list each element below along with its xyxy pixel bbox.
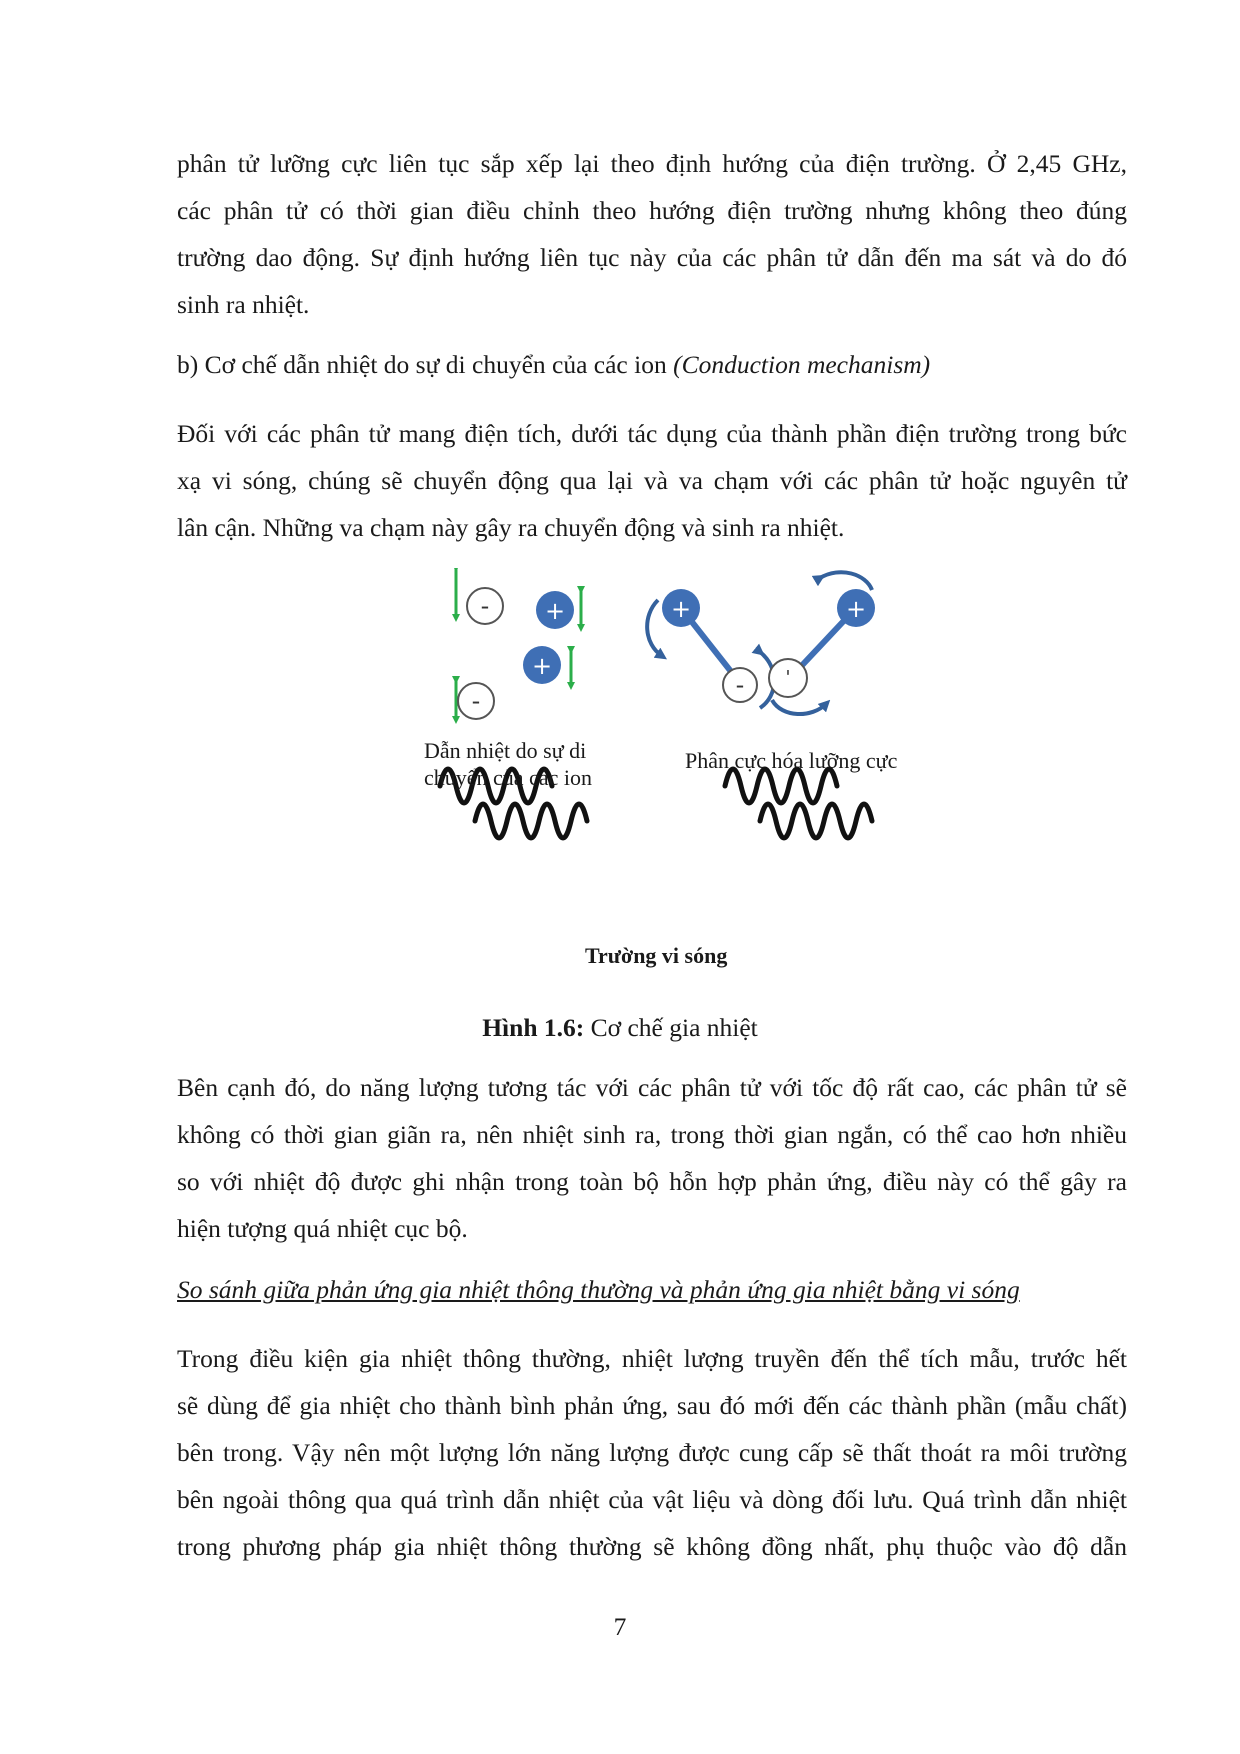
positive-ion bbox=[536, 591, 574, 629]
paragraph-conventional-heating bbox=[177, 1335, 1127, 1570]
caption-text: Cơ chế gia nhiệt bbox=[584, 1013, 758, 1042]
heating-mechanism-figure bbox=[420, 568, 980, 988]
svg-text:+: + bbox=[845, 595, 867, 623]
text-line: hiện tượng quá nhiệt cục bộ. bbox=[177, 1214, 468, 1243]
positive-ion bbox=[523, 646, 561, 684]
svg-text:': ' bbox=[785, 667, 791, 688]
paragraph-local-overheating bbox=[177, 1064, 1127, 1252]
rotation-arrow-icon bbox=[647, 600, 662, 656]
text-line: bên ngoài thông qua quá trình dẫn nhiệt của vật liệu và dòng đối lưu. Quá trình dẫn nhiệt bbox=[177, 1485, 1127, 1514]
text-line: không có thời gian giãn ra, nên nhiệt sinh ra, trong thời gian ngắn, có thể cao hơn nhiều bbox=[177, 1120, 1127, 1149]
text-line: Đối với các phân tử mang điện tích, dưới tác dụng của thành phần điện trường trong bức bbox=[177, 419, 1127, 448]
caption-number: Hình 1.6: bbox=[482, 1013, 585, 1042]
paragraph-conduction bbox=[177, 410, 1127, 551]
negative-ion bbox=[458, 683, 494, 719]
svg-text:+: + bbox=[531, 652, 553, 680]
svg-text:+: + bbox=[670, 595, 692, 623]
comparison-subtitle: So sánh giữa phản ứng gia nhiệt thông thường và phản ứng gia nhiệt bằng vi sóng bbox=[177, 1275, 1020, 1304]
text-line: phân tử lưỡng cực liên tục sắp xếp lại theo định hướng của điện trường. Ở 2,45 GHz, bbox=[177, 149, 1127, 178]
label-ion-conduction-line-1: Dẫn nhiệt do sự di bbox=[424, 738, 587, 763]
heading-text: b) Cơ chế dẫn nhiệt do sự di chuyển của các ion bbox=[177, 350, 674, 379]
text-line: xạ vi sóng, chúng sẽ chuyển động qua lại và va chạm với các phân tử hoặc nguyên tử bbox=[177, 466, 1127, 495]
rotation-arrow-icon bbox=[820, 572, 872, 590]
page-number: 7 bbox=[613, 1612, 627, 1641]
dipole-molecule bbox=[769, 572, 875, 714]
paragraph-dipole-continuation bbox=[177, 140, 1127, 328]
microwave-wave-icon bbox=[725, 769, 872, 838]
text-line: so với nhiệt độ được ghi nhận trong toàn bộ hỗn hợp phản ứng, điều này có thể gây ra bbox=[177, 1167, 1127, 1196]
svg-text:-: - bbox=[735, 671, 745, 699]
svg-text:-: - bbox=[471, 687, 481, 715]
label-ion-conduction-line-2: chuyển của các ion bbox=[424, 765, 592, 790]
heading-italic-term: (Conduction mechanism) bbox=[673, 350, 931, 379]
dipole-molecule bbox=[647, 589, 774, 708]
svg-text:-: - bbox=[480, 592, 490, 620]
figure-caption bbox=[0, 1013, 1240, 1043]
rotation-arrow-icon bbox=[772, 700, 826, 714]
text-line: các phân tử có thời gian điều chỉnh theo hướng điện trường nhưng không theo đúng bbox=[177, 196, 1127, 225]
text-line: bên trong. Vậy nên một lượng lớn năng lượng được cung cấp sẽ thất thoát ra môi trường bbox=[177, 1438, 1127, 1467]
text-line: sinh ra nhiệt. bbox=[177, 290, 310, 319]
label-microwave-field: Trường vi sóng bbox=[585, 943, 728, 968]
text-line: lân cận. Những va chạm này gây ra chuyển động và sinh ra nhiệt. bbox=[177, 513, 845, 542]
label-dipolar-polarization: Phân cực hóa lưỡng cực bbox=[685, 748, 898, 773]
svg-text:+: + bbox=[544, 597, 566, 625]
text-line: trong phương pháp gia nhiệt thông thường sẽ không đồng nhất, phụ thuộc vào độ dẫn bbox=[177, 1532, 1127, 1561]
text-line: sẽ dùng để gia nhiệt cho thành bình phản ứng, sau đó mới đến các thành phần (mẫu chất) bbox=[177, 1391, 1127, 1420]
text-line: Bên cạnh đó, do năng lượng tương tác với các phân tử với tốc độ rất cao, các phân tử sẽ bbox=[177, 1073, 1127, 1102]
text-line: trường dao động. Sự định hướng liên tục này của các phân tử dẫn đến ma sát và do đó bbox=[177, 243, 1127, 272]
text-line: Trong điều kiện gia nhiệt thông thường, nhiệt lượng truyền đến thể tích mẫu, trước hết bbox=[177, 1344, 1127, 1373]
negative-ion bbox=[467, 588, 503, 624]
section-heading-conduction bbox=[177, 350, 930, 380]
